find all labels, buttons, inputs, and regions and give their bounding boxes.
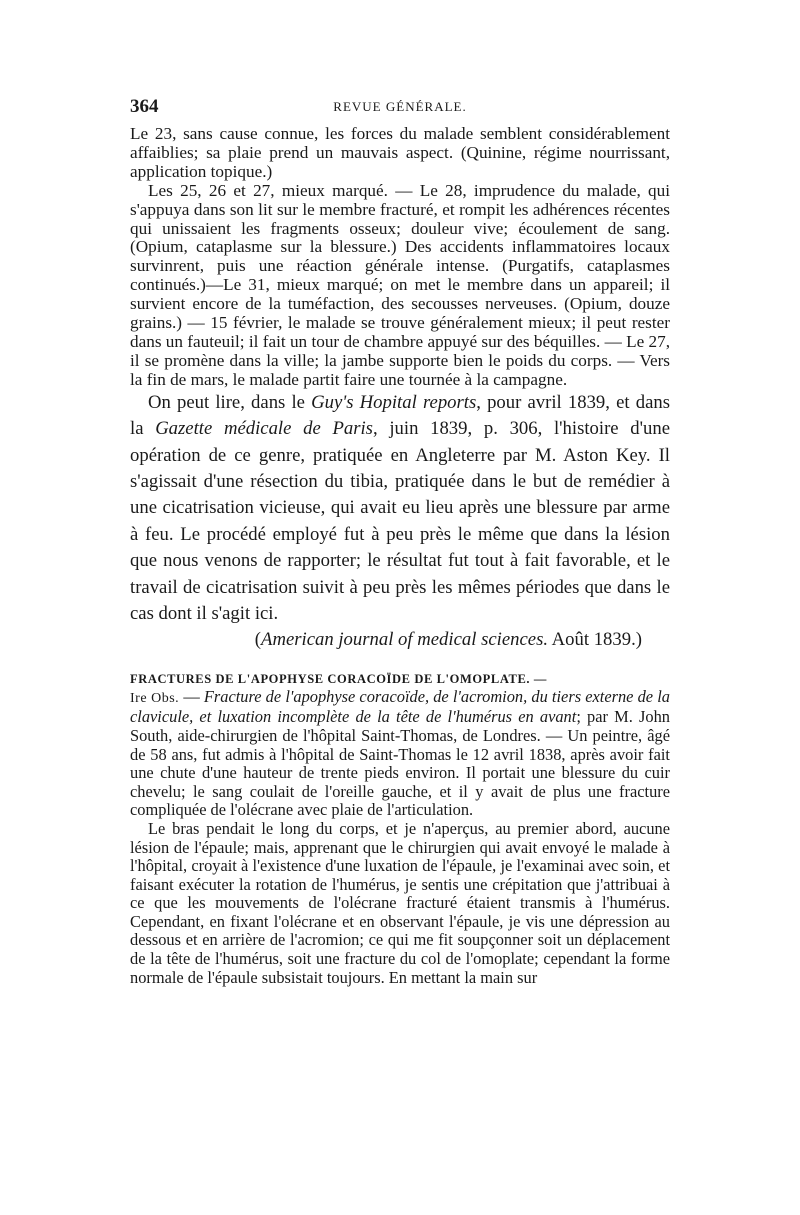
- observation-paragraph: [130, 688, 670, 820]
- guys-reports-title: Guy's Hopital reports: [311, 391, 477, 413]
- page-header: [130, 96, 670, 120]
- paragraph-3: [130, 390, 670, 628]
- section-heading: FRACTURES DE L'APOPHYSE CORACOÏDE DE L'OMOPLATE. —: [130, 671, 547, 686]
- paragraph-2: Les 25, 26 et 27, mieux marqué. — Le 28, imprudence du malade, qui s'appuya dans son lit sur le membre fracturé, et rompit les adhérences récentes qui unissaient les fragments osseux; douleur vive; écoulement de sang. (Opium, cataplasme sur la blessure.) Des accidents inflammatoires locaux survinrent, puis une réaction générale intense. (Purgatifs, cataplasmes continués.)—Le 31, mieux marqué; on met le membre dans un appareil; il survient encore de la tuméfaction, des secousses nerveuses. (Opium, douze grains.) — 15 février, le malade se trouve généralement mieux; il peut rester dans un fauteuil; il fait un tour de chambre appuyé sur des béquilles. — Le 27, il se promène dans la ville; la jambe supporte bien le poids du corps. — Vers la fin de mars, le malade partit faire une tournée à la campagne.: [130, 180, 670, 389]
- paragraph-3-text-c: , juin 1839, p. 306, l'histoire d'une opération de ce genre, pratiquée en Angleterre par M. Aston Key. Il s'agissait d'une résection du tibia, pratiquée dans le but de remédier à une cicatrisation vicieuse, qui avait eu lieu après une blessure par arme à feu. Le procédé employé fut à peu près le même que dans la lésion que nous venons de rapporter; le résultat fut tout à fait favorable, et le travail de cicatrisation suivit à peu près les mêmes périodes que dans le cas dont il s'agit ici.: [130, 418, 670, 624]
- paragraph-last: Le bras pendait le long du corps, et je n'aperçus, au premier abord, aucune lésion de l'épaule; mais, apprenant que le chirurgien qui avait envoyé le malade à l'hôpital, croyait à l'existence d'une luxation de l'épaule, je l'examinai avec soin, et faisant exécuter la rotation de l'humérus, je sentis une crépitation que j'attribuai à ce que les mouvements de l'olécrane fracturé étaient transmis à l'humérus. Cependant, en fixant l'olécrane et en observant l'épaule, je vis une dépression au dessous et en arrière de l'acromion; ce qui me fit soupçonner soit un déplacement de la tête de l'humérus, soit une fracture du col de l'omoplate; cependant la forme normale de l'épaule subsistait toujours. En mettant la main sur: [130, 818, 670, 987]
- observation-title: Fracture de l'apophyse coracoïde, de l'acromion, du tiers externe de la clavicule, et luxation incomplète de la tête de l'humérus en avant: [130, 686, 670, 727]
- page-number: 364: [130, 96, 159, 117]
- paragraph-3-text-a: On peut lire, dans le: [148, 391, 312, 413]
- reference-journal: American journal of medical sciences.: [261, 629, 549, 651]
- paragraph-3-text-b: , pour avril 1839, et dans la: [130, 391, 670, 440]
- running-title: REVUE GÉNÉRALE.: [333, 99, 467, 114]
- reference-line: [130, 627, 670, 653]
- gazette-title: Gazette médicale de Paris: [155, 418, 373, 440]
- reference-date: Août 1839.): [548, 629, 642, 651]
- observation-text: ; par M. John South, aide-chirurgien de l'hôpital Saint-Thomas, de Londres. — Un peintre, âgé de 58 ans, fut admis à l'hôpital de Saint-Thomas le 12 avril 1838, après avoir fait une chute d'une hauteur de trente pieds environ. Il portait une blessure du cuir chevelu; le sang coulait de l'oreille gauche, et il y avait de plus une fracture compliquée de l'olécrane avec plaie de l'articulation.: [130, 707, 670, 820]
- paragraph-1: Le 23, sans cause connue, les forces du malade semblent considérablement affaiblies; sa plaie prend un mauvais aspect. (Quinine, régime nourrissant, application topique.): [130, 124, 670, 181]
- observation-dash: —: [179, 686, 204, 706]
- reference-open: (: [254, 629, 262, 651]
- body-text: [130, 125, 670, 987]
- observation-label: Ire Obs.: [130, 690, 180, 706]
